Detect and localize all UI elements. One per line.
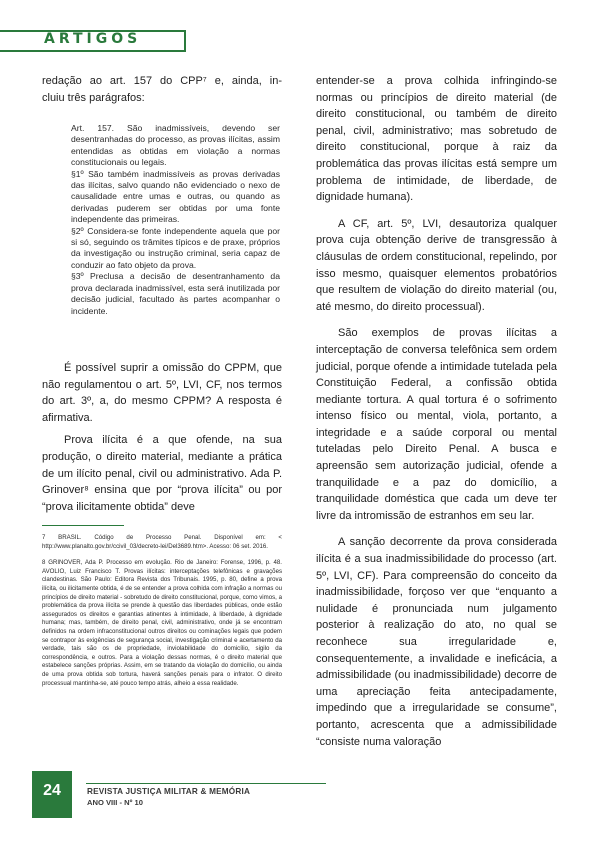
quote-article: Art. 157. São inadmissíveis, devendo ser desentranhadas do processo, as provas ilícitas, assim entendidas as obtidas em violação a normas constitucionais ou legais. [71, 123, 280, 168]
paragraph-examples: São exemplos de provas ilícitas a interceptação de conversa telefônica sem ordem judicial, porque ofende a intimidade tutelada pela Constituição Federal, a confissão obtida mediante tortura. A qual tortura é o sofrimento intenso físico ou mental, viola, portanto, a integridade e a saúde corporal ou mental tuteladas pelo Direito Penal. A busca e apreensão sem autorização judicial, ofende a tranquilidade e a paz do domicílio, a tranquilidade doméstica que cada um deve ter livre da intromissão de estranhos em seu lar. [316, 327, 557, 522]
journal-issue: ANO VIII - Nº 10 [87, 798, 143, 807]
right-column [316, 73, 557, 750]
left-column [42, 73, 282, 106]
quote-paragraph-3: §3º Preclusa a decisão de desentranhamento da prova declarada inadmissível, esta será inutilizada por decisão judicial, facultado às partes acompanhar o incidente. [71, 271, 280, 316]
paragraph-cppm-question: É possível suprir a omissão do CPPM, que não regulamentou o art. 5º, LVI, CF, nos termos do art. 3º, a, do mesmo CPPM? A resposta é afirmativa. [42, 362, 282, 424]
intro-line-2: cluiu três parágrafos: [42, 91, 145, 104]
paragraph-cf-art5: A CF, art. 5º, LVI, desautoriza qualquer prova cuja obtenção derive de transgressão à cláusulas de ordem constitucional, repelindo, por isso mesmo, quaisquer elementos probatórios que resultem de violação do direito material (ou, até mesmo, do direito processual). [316, 217, 557, 313]
quote-paragraph-1: §1º São também inadmissíveis as provas derivadas das ilícitas, salvo quando não evidenciado o nexo de causalidade entre umas e outras, ou quando as derivadas puderem ser obtidas por uma fonte independente das primeiras. [71, 168, 280, 225]
paragraph-continuation: entender-se a prova colhida infringindo-se normas ou princípios de direito material (de direito constitucional, ou também de direito penal, civil, administrativo; mas sobretudo de direito constitucional, porque à raiz da problemática das provas ilícitas está sempre um problema de intimidade, de liberdade, de dignidade humana). [316, 75, 557, 204]
intro-line-1: redação ao art. 157 do CPP⁷ e, ainda, in- [42, 75, 282, 87]
quote-paragraph-2: §2º Considera-se fonte independente aquela que por si só, seguindo os trâmites típicos e de praxe, próprios da investigação ou instrução criminal, seria capaz de conduzir ao fato objeto da prova. [71, 225, 280, 270]
footnote-7: 7 BRASIL. Código de Processo Penal. Disponível em: < http://www.planalto.gov.br/ccivil_03/decreto-lei/Del3689.htm>. Acesso: 06 set. 2016. [42, 534, 282, 550]
left-column-body [42, 360, 282, 515]
law-quote [71, 123, 280, 317]
paragraph-sanction: A sanção decorrente da prova considerada ilícita é a sua inadmissibilidade do processo (art. 5º, LVI, CF). Para compreensão do conceito da inadmissibilidade, forçoso ver que “enquanto a nulidade é pronunciada num julgamento posterior à realização do ato, no qual se reconhece sua irregularidade e, consequentemente, a invalidade e ineficácia, a admissibilidade (ou inadmissibilidade) decorre de uma apreciação feita antecipadamente, impedindo que a irregularidade se consume”, portanto, acrescenta que a admissibilidade “consiste numa valoração [316, 536, 557, 748]
page-number: 24 [43, 782, 61, 799]
footer-divider [86, 783, 326, 784]
journal-title: REVISTA JUSTIÇA MILITAR & MEMÓRIA [87, 787, 251, 796]
paragraph-prova-ilicita: Prova ilícita é a que ofende, na sua produção, o direito material, mediante a prática de um ilícito penal, civil ou administrativo. Ada P. Grinover⁸ ensina que por “prova ilícita” ou por “prova ilicitamente obtida” deve [42, 434, 282, 513]
footnotes [42, 534, 282, 696]
footnote-divider [42, 525, 124, 526]
footnote-8: 8 GRINOVER, Ada P. Processo em evolução. Rio de Janeiro: Forense, 1996, p. 48. AVOLIO, Luiz Francisco T. Provas ilícitas: interceptações telefônicas e gravações clandestinas. São Paulo: Editora Revista dos Tribunais. 1995, p. 80, define a prova ilícita, ou ilicitamente obtida, é de se entender a prova colhida com infração a normas ou princípios de direito material - sobretudo de direito constitucional, porque, como vimos, a problemática da prova ilícita se prende à questão das liberdades públicas, onde estão assegurados os direitos e garantias atinentes à intimidade, à liberdade, à dignidade humana; mas, também, de direito penal, civil, administrativo, onde já se encontram definidos na ordem infraconstitucional outros direitos ou cominações legais que podem se contrapor às exigências de segurança social, investigação criminal e acertamento da verdade, tais são os de propriedade, inviolabilidade do domicílio, sigilo da correspondência, e outros. Para a violação dessas normas, é o direito material que estabelece sanções próprias. Assim, em se tratando da violação do domicílio, ou ainda de uma prova obtida sob tortura, haverá sanções penais para o infrator. O direito processual mantinha-se, até pouco tempo atrás, alheio a essa realidade. [42, 559, 282, 687]
section-title: ARTIGOS [44, 31, 142, 47]
